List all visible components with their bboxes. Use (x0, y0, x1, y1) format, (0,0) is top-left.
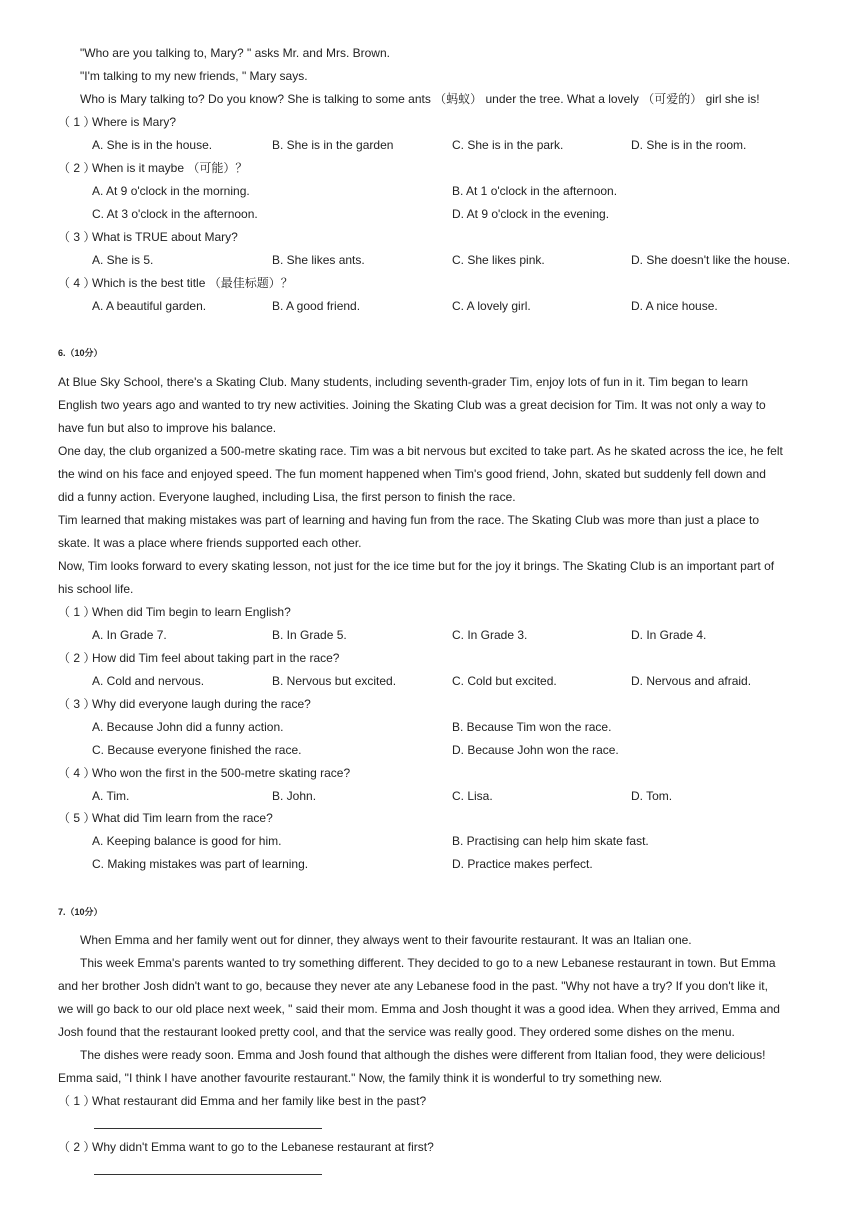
passage-line: This week Emma's parents wanted to try something different. They decided to go to a new Lebanese restaurant in town. But Emma (80, 956, 776, 970)
option-a[interactable]: A. In Grade 7. (92, 628, 167, 642)
option-b[interactable]: B. At 1 o'clock in the afternoon. (452, 184, 618, 198)
passage-line: "Who are you talking to, Mary? " asks Mr. and Mrs. Brown. (80, 46, 390, 60)
passage-line: Now, Tim looks forward to every skating lesson, not just for the ice time but for the joy it brings. The Skating Club is an important part of (58, 559, 775, 573)
question-heading: 6.（10分） (58, 348, 103, 358)
option-a[interactable]: A. Keeping balance is good for him. (92, 834, 282, 848)
option-d[interactable]: D. A nice house. (631, 299, 718, 313)
question-number: （ 2 ） (58, 651, 96, 665)
option-a[interactable]: A. Tim. (92, 789, 130, 803)
answer-blank[interactable] (94, 1174, 322, 1175)
passage-line: When Emma and her family went out for dinner, they always went to their favourite restaurant. It was an Italian one. (80, 933, 692, 947)
option-b[interactable]: B. Practising can help him skate fast. (452, 834, 649, 848)
question-number: （ 1 ） (58, 115, 96, 129)
option-c[interactable]: C. She is in the park. (452, 138, 564, 152)
passage-line: Tim learned that making mistakes was part of learning and having fun from the race. The Skating Club was more than just a place to (58, 513, 760, 527)
option-d[interactable]: D. At 9 o'clock in the evening. (452, 207, 610, 221)
question-text: Which is the best title （最佳标题）？ (92, 276, 293, 290)
passage-line: the wind on his face and enjoyed speed. The fun moment happened when Tim's good friend, John, skated but suddenly fell down and (58, 467, 766, 481)
passage-line: English two years ago and wanted to try new activities. Joining the Skating Club was a great decision for Tim. It was not only a way to (58, 398, 766, 412)
question-text: When is it maybe （可能）？ (92, 161, 248, 175)
question-heading: 7.（10分） (58, 907, 103, 917)
question-number: （ 1 ） (58, 605, 96, 619)
passage-line: skate. It was a place where friends supported each other. (58, 536, 362, 550)
answer-blank[interactable] (94, 1128, 322, 1129)
question-text: Who won the first in the 500-metre skating race? (92, 766, 351, 780)
option-d[interactable]: D. Practice makes perfect. (452, 857, 593, 871)
question-text: Why did everyone laugh during the race? (92, 697, 311, 711)
question-number: （ 3 ） (58, 230, 96, 244)
option-a[interactable]: A. She is 5. (92, 253, 154, 267)
option-c[interactable]: C. A lovely girl. (452, 299, 531, 313)
option-b[interactable]: B. Because Tim won the race. (452, 720, 612, 734)
passage-line: "I'm talking to my new friends, " Mary says. (80, 69, 308, 83)
question-text: What did Tim learn from the race? (92, 811, 273, 825)
passage-line: Who is Mary talking to? Do you know? She is talking to some ants （蚂蚁） under the tree. What a lovely （可爱的） girl she is! (80, 92, 760, 106)
option-a[interactable]: A. Because John did a funny action. (92, 720, 284, 734)
question-number: （ 3 ） (58, 697, 96, 711)
passage-line: and her brother Josh didn't want to go, because they never ate any Lebanese food in the past. "Why not have a try? If you don't like it, (58, 979, 768, 993)
question-number: （ 2 ） (58, 1140, 96, 1154)
question-text: Why didn't Emma want to go to the Lebanese restaurant at first? (92, 1140, 434, 1154)
question-number: （ 4 ） (58, 766, 96, 780)
passage-line: his school life. (58, 582, 134, 596)
passage-line: One day, the club organized a 500-metre skating race. Tim was a bit nervous but excited to take part. As he skated across the ice, he felt (58, 444, 783, 458)
question-text: How did Tim feel about taking part in the race? (92, 651, 340, 665)
option-c[interactable]: C. At 3 o'clock in the afternoon. (92, 207, 258, 221)
option-a[interactable]: A. A beautiful garden. (92, 299, 207, 313)
option-a[interactable]: A. At 9 o'clock in the morning. (92, 184, 250, 198)
option-c[interactable]: C. In Grade 3. (452, 628, 528, 642)
option-b[interactable]: B. A good friend. (272, 299, 361, 313)
option-c[interactable]: C. Lisa. (452, 789, 493, 803)
passage-line: have fun but also to improve his balance. (58, 421, 277, 435)
option-b[interactable]: B. Nervous but excited. (272, 674, 397, 688)
passage-line: The dishes were ready soon. Emma and Josh found that although the dishes were different from Italian food, they were delicious! (80, 1048, 766, 1062)
option-c[interactable]: C. She likes pink. (452, 253, 545, 267)
option-b[interactable]: B. She is in the garden (272, 138, 394, 152)
question-number: （ 5 ） (58, 811, 96, 825)
option-c[interactable]: C. Cold but excited. (452, 674, 557, 688)
question-number: （ 4 ） (58, 276, 96, 290)
option-d[interactable]: D. Because John won the race. (452, 743, 619, 757)
passage-line: At Blue Sky School, there's a Skating Club. Many students, including seventh-grader Tim, enjoy lots of fun in it. Tim began to learn (58, 375, 748, 389)
option-c[interactable]: C. Because everyone finished the race. (92, 743, 302, 757)
option-b[interactable]: B. She likes ants. (272, 253, 365, 267)
question-text: What restaurant did Emma and her family like best in the past? (92, 1094, 427, 1108)
option-d[interactable]: D. Nervous and afraid. (631, 674, 752, 688)
passage-line: we will go back to our old place next week, " said their mom. Emma and Josh thought it was a good idea. When they arrived, Emma and (58, 1002, 780, 1016)
option-d[interactable]: D. She is in the room. (631, 138, 747, 152)
question-text: Where is Mary? (92, 115, 177, 129)
option-d[interactable]: D. In Grade 4. (631, 628, 707, 642)
passage-line: did a funny action. Everyone laughed, including Lisa, the first person to finish the race. (58, 490, 516, 504)
option-b[interactable]: B. In Grade 5. (272, 628, 347, 642)
question-number: （ 2 ） (58, 161, 96, 175)
option-d[interactable]: D. Tom. (631, 789, 673, 803)
question-number: （ 1 ） (58, 1094, 96, 1108)
option-d[interactable]: D. She doesn't like the house. (631, 253, 791, 267)
option-a[interactable]: A. She is in the house. (92, 138, 213, 152)
option-b[interactable]: B. John. (272, 789, 317, 803)
question-text: What is TRUE about Mary? (92, 230, 238, 244)
option-c[interactable]: C. Making mistakes was part of learning. (92, 857, 309, 871)
passage-line: Josh found that the restaurant looked pretty cool, and that the service was really good. They ordered some dishes on the menu. (58, 1025, 735, 1039)
question-text: When did Tim begin to learn English? (92, 605, 291, 619)
option-a[interactable]: A. Cold and nervous. (92, 674, 205, 688)
passage-line: Emma said, "I think I have another favourite restaurant." Now, the family think it is wonderful to try something new. (58, 1071, 663, 1085)
